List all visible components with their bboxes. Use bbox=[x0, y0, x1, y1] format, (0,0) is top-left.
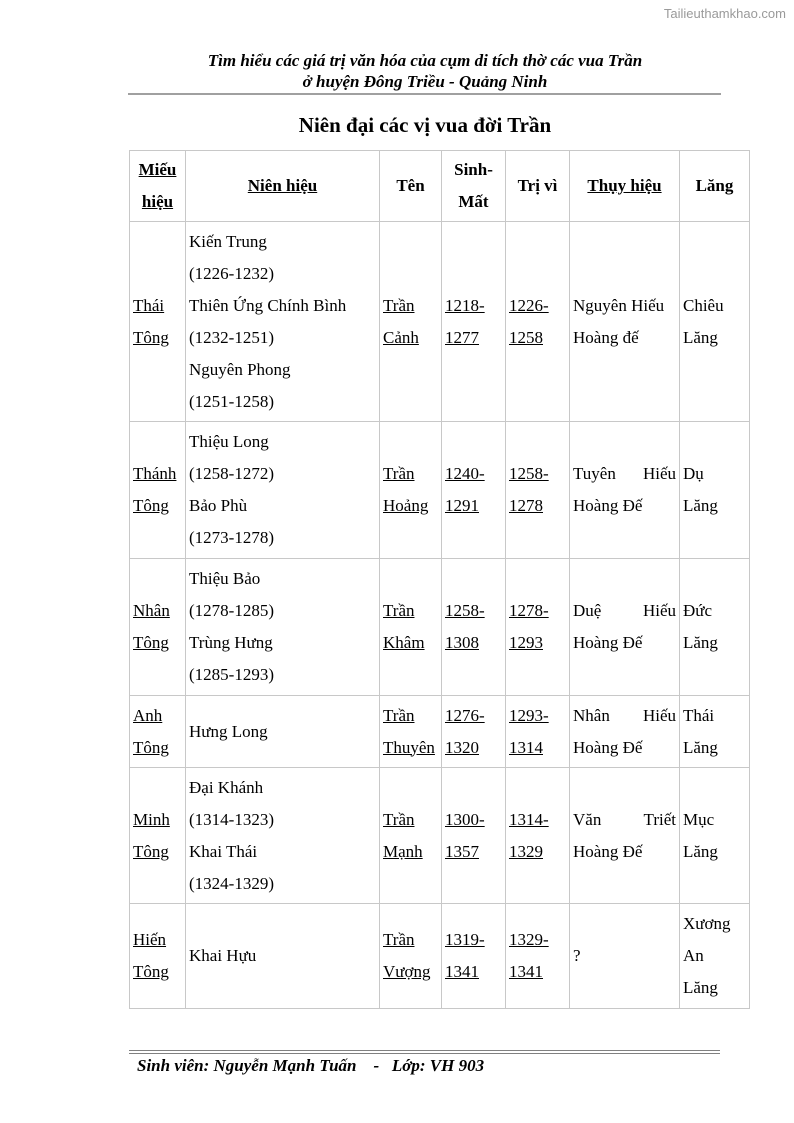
cell-link[interactable] bbox=[133, 595, 182, 627]
cell-link[interactable] bbox=[509, 458, 566, 490]
cell-text: Hoàng đế bbox=[573, 327, 639, 347]
header-lang bbox=[680, 151, 750, 222]
cell-link[interactable] bbox=[445, 700, 502, 732]
header-text: Niên hiệu bbox=[247, 176, 318, 195]
cell-thuy bbox=[570, 904, 680, 1009]
cell-link[interactable] bbox=[509, 804, 566, 836]
header-nien-hieu bbox=[186, 151, 380, 222]
link-text[interactable]: Tông bbox=[133, 962, 169, 981]
header-thuy-hieu bbox=[570, 151, 680, 222]
cell-link[interactable] bbox=[133, 490, 182, 522]
cell-nien bbox=[186, 222, 380, 422]
cell-link[interactable] bbox=[383, 322, 438, 354]
cell-link[interactable] bbox=[133, 627, 182, 659]
cell-text: (1285-1293) bbox=[189, 665, 274, 684]
cell-mieu bbox=[130, 696, 186, 768]
cell-text: Hưng Long bbox=[189, 721, 268, 741]
link-text[interactable]: Khâm bbox=[383, 633, 425, 652]
header-text: Mất bbox=[458, 192, 489, 211]
header-text: Trị vì bbox=[517, 176, 558, 195]
cell-text: Hoàng Đế bbox=[573, 496, 643, 515]
cell-text: Lăng bbox=[683, 841, 718, 861]
cell-sinh bbox=[442, 559, 506, 696]
link-text[interactable]: 1276- bbox=[445, 705, 485, 725]
cell-link[interactable] bbox=[509, 700, 566, 732]
link-text[interactable]: 1293- bbox=[509, 705, 549, 725]
cell-link[interactable] bbox=[509, 956, 566, 988]
cell-sinh bbox=[442, 222, 506, 422]
cell-link[interactable] bbox=[509, 290, 566, 322]
cell-text: ? bbox=[573, 946, 581, 965]
cell-nien bbox=[186, 768, 380, 904]
link-text[interactable]: 1357 bbox=[445, 841, 479, 861]
link-text[interactable]: Tông bbox=[133, 841, 169, 861]
cell-text: Hoàng Đế bbox=[573, 633, 643, 652]
cell-text: Tuyên Hiếu bbox=[573, 464, 676, 483]
link-text[interactable]: Thái bbox=[133, 295, 165, 315]
cell-nien bbox=[186, 422, 380, 559]
cell-text: Bảo Phù bbox=[189, 496, 248, 515]
cell-text: Văn Triết bbox=[573, 809, 676, 829]
cell-link[interactable] bbox=[509, 924, 566, 956]
link-text[interactable]: 1300- bbox=[445, 809, 485, 829]
cell-thuy bbox=[570, 559, 680, 696]
link-text[interactable]: 1329 bbox=[509, 841, 543, 861]
cell-ten bbox=[380, 696, 442, 768]
link-text[interactable]: Hoảng bbox=[383, 496, 429, 515]
cell-link[interactable] bbox=[445, 627, 502, 659]
cell-mieu bbox=[130, 904, 186, 1009]
cell-text: (1258-1272) bbox=[189, 464, 274, 483]
cell-link[interactable] bbox=[445, 956, 502, 988]
link-text[interactable]: 1293 bbox=[509, 633, 543, 652]
cell-text: Lăng bbox=[683, 978, 718, 997]
cell-link[interactable] bbox=[445, 595, 502, 627]
cell-text: (1314-1323) bbox=[189, 809, 274, 829]
link-text[interactable]: Anh bbox=[133, 705, 163, 725]
cell-text: Nhân Hiếu bbox=[573, 705, 676, 725]
cell-text: (1226-1232) bbox=[189, 263, 274, 283]
link-text[interactable]: Trần bbox=[383, 809, 415, 829]
cell-lang bbox=[680, 422, 750, 559]
cell-link[interactable] bbox=[383, 458, 438, 490]
cell-link[interactable] bbox=[509, 732, 566, 764]
cell-link[interactable] bbox=[509, 836, 566, 868]
cell-link[interactable] bbox=[133, 732, 182, 764]
link-text[interactable]: 1329- bbox=[509, 930, 549, 949]
cell-text: Nguyên Hiếu bbox=[573, 295, 665, 315]
cell-link[interactable] bbox=[133, 956, 182, 988]
cell-tri bbox=[506, 222, 570, 422]
cell-link[interactable] bbox=[445, 458, 502, 490]
cell-thuy bbox=[570, 696, 680, 768]
cell-text: An bbox=[683, 946, 704, 965]
cell-lang bbox=[680, 222, 750, 422]
cell-text: Duệ Hiếu bbox=[573, 601, 676, 620]
cell-link[interactable] bbox=[133, 836, 182, 868]
cell-link[interactable] bbox=[383, 627, 438, 659]
header-text: Sinh- bbox=[454, 160, 493, 179]
cell-link[interactable] bbox=[133, 458, 182, 490]
cell-link[interactable] bbox=[445, 836, 502, 868]
cell-link[interactable] bbox=[383, 595, 438, 627]
cell-text: Chiêu bbox=[683, 295, 724, 315]
link-text[interactable]: 1278- bbox=[509, 601, 549, 620]
link-text[interactable]: 1258- bbox=[445, 601, 485, 620]
cell-mieu bbox=[130, 559, 186, 696]
cell-text: (1273-1278) bbox=[189, 528, 274, 547]
cell-text: Thiệu Long bbox=[189, 432, 269, 451]
link-text[interactable]: Thánh bbox=[133, 464, 177, 483]
cell-link[interactable] bbox=[445, 804, 502, 836]
cell-text: Hoàng Đế bbox=[573, 841, 643, 861]
cell-link[interactable] bbox=[445, 290, 502, 322]
cell-text: Thiệu Bảo bbox=[189, 569, 261, 588]
cell-tri bbox=[506, 422, 570, 559]
link-text[interactable]: 1341 bbox=[509, 962, 543, 981]
cell-mieu bbox=[130, 222, 186, 422]
cell-text: Khai Hựu bbox=[189, 946, 257, 965]
cell-thuy bbox=[570, 222, 680, 422]
cell-text: Hoàng Đế bbox=[573, 737, 643, 757]
running-header bbox=[130, 50, 720, 92]
link-text[interactable]: 1314- bbox=[509, 809, 549, 829]
cell-ten bbox=[380, 904, 442, 1009]
link-text[interactable]: Cảnh bbox=[383, 327, 419, 347]
cell-link[interactable] bbox=[445, 490, 502, 522]
cell-nien bbox=[186, 904, 380, 1009]
cell-thuy bbox=[570, 768, 680, 904]
cell-sinh bbox=[442, 904, 506, 1009]
link-text[interactable]: Nhân bbox=[133, 601, 170, 620]
cell-ten bbox=[380, 222, 442, 422]
link-text[interactable]: 1314 bbox=[509, 737, 543, 757]
cell-ten bbox=[380, 559, 442, 696]
table-header-row bbox=[130, 151, 750, 222]
cell-text: (1278-1285) bbox=[189, 601, 274, 620]
cell-link[interactable] bbox=[445, 322, 502, 354]
cell-text: Đại Khánh bbox=[189, 777, 264, 797]
footer-text: Sinh viên: Nguyễn Mạnh Tuấn - Lớp: VH 903 bbox=[137, 1056, 485, 1075]
link-text[interactable]: Trần bbox=[383, 295, 415, 315]
cell-sinh bbox=[442, 422, 506, 559]
table-row bbox=[130, 696, 750, 768]
link-text[interactable]: Trần bbox=[383, 464, 415, 483]
link-text[interactable]: Trần bbox=[383, 705, 415, 725]
cell-link[interactable] bbox=[133, 322, 182, 354]
cell-text: Kiến Trung bbox=[189, 231, 267, 251]
cell-ten bbox=[380, 768, 442, 904]
cell-lang bbox=[680, 768, 750, 904]
cell-link[interactable] bbox=[383, 732, 438, 764]
cell-text: Đức bbox=[683, 601, 713, 620]
cell-text: Lăng bbox=[683, 633, 718, 652]
cell-tri bbox=[506, 559, 570, 696]
cell-text: Xương bbox=[683, 914, 731, 933]
header-line-1: Tìm hiểu các giá trị văn hóa của cụm di tích thờ các vua Trần bbox=[207, 51, 643, 70]
cell-text: Lăng bbox=[683, 327, 718, 347]
page-title: Niên đại các vị vua đời Trần bbox=[298, 113, 552, 137]
cell-link[interactable] bbox=[133, 700, 182, 732]
link-text[interactable]: 1308 bbox=[445, 633, 479, 652]
cell-lang bbox=[680, 559, 750, 696]
header-rule bbox=[128, 93, 721, 95]
cell-nien bbox=[186, 559, 380, 696]
cell-link[interactable] bbox=[133, 924, 182, 956]
cell-link[interactable] bbox=[133, 290, 182, 322]
cell-link[interactable] bbox=[509, 595, 566, 627]
link-text[interactable]: Tông bbox=[133, 633, 169, 652]
link-text[interactable]: Tông bbox=[133, 496, 169, 515]
cell-text: Lăng bbox=[683, 496, 718, 515]
watermark: Tailieuthamkhao.com bbox=[663, 6, 786, 21]
cell-link[interactable] bbox=[383, 290, 438, 322]
link-text[interactable]: Tông bbox=[133, 737, 169, 757]
cell-text: (1324-1329) bbox=[189, 873, 274, 893]
header-mieu-hieu bbox=[130, 151, 186, 222]
link-text[interactable]: Thuyên bbox=[383, 737, 435, 757]
link-text[interactable]: Trần bbox=[383, 601, 415, 620]
cell-text: (1251-1258) bbox=[189, 391, 274, 411]
link-text[interactable]: Mạnh bbox=[383, 841, 423, 861]
cell-text: Thái bbox=[683, 705, 715, 725]
cell-text: Thiên Ứng Chính Bình bbox=[189, 295, 347, 315]
cell-lang bbox=[680, 904, 750, 1009]
cell-link[interactable] bbox=[133, 804, 182, 836]
cell-link[interactable] bbox=[383, 490, 438, 522]
link-text[interactable]: 1320 bbox=[445, 737, 479, 757]
link-text[interactable]: 1218- bbox=[445, 295, 485, 315]
cell-link[interactable] bbox=[383, 956, 438, 988]
table-row bbox=[130, 768, 750, 904]
table-row bbox=[130, 222, 750, 422]
cell-sinh bbox=[442, 696, 506, 768]
cell-text: Dụ bbox=[683, 464, 704, 483]
link-text[interactable]: 1258 bbox=[509, 327, 543, 347]
table-row bbox=[130, 559, 750, 696]
cell-tri bbox=[506, 696, 570, 768]
cell-link[interactable] bbox=[509, 490, 566, 522]
cell-mieu bbox=[130, 422, 186, 559]
link-text[interactable]: 1319- bbox=[445, 930, 485, 949]
cell-link[interactable] bbox=[509, 627, 566, 659]
link-text[interactable]: Vượng bbox=[383, 962, 431, 981]
cell-link[interactable] bbox=[383, 924, 438, 956]
cell-link[interactable] bbox=[383, 804, 438, 836]
cell-nien bbox=[186, 696, 380, 768]
cell-ten bbox=[380, 422, 442, 559]
cell-link[interactable] bbox=[383, 836, 438, 868]
table-row bbox=[130, 904, 750, 1009]
link-text[interactable]: Tông bbox=[133, 327, 169, 347]
cell-link[interactable] bbox=[383, 700, 438, 732]
cell-sinh bbox=[442, 768, 506, 904]
footer-rule bbox=[129, 1050, 720, 1054]
link-text[interactable]: Trần bbox=[383, 930, 415, 949]
header-ten bbox=[380, 151, 442, 222]
tran-kings-table bbox=[129, 150, 750, 1009]
cell-text: Khai Thái bbox=[189, 841, 258, 861]
link-text[interactable]: 1226- bbox=[509, 295, 549, 315]
link-text[interactable]: 1291 bbox=[445, 496, 479, 515]
cell-tri bbox=[506, 904, 570, 1009]
header-text: Thụy hiệu bbox=[587, 176, 662, 195]
cell-thuy bbox=[570, 422, 680, 559]
link-text[interactable]: 1278 bbox=[509, 496, 543, 515]
cell-lang bbox=[680, 696, 750, 768]
cell-link[interactable] bbox=[445, 924, 502, 956]
header-line-2: ở huyện Đông Triều - Quảng Ninh bbox=[302, 72, 548, 91]
cell-text: (1232-1251) bbox=[189, 327, 274, 347]
cell-mieu bbox=[130, 768, 186, 904]
cell-link[interactable] bbox=[445, 732, 502, 764]
cell-text: Nguyên Phong bbox=[189, 359, 291, 379]
link-text[interactable]: 1240- bbox=[445, 464, 485, 483]
cell-text: Lăng bbox=[683, 737, 718, 757]
cell-link[interactable] bbox=[509, 322, 566, 354]
header-text: hiệu bbox=[141, 192, 174, 211]
link-text[interactable]: 1258- bbox=[509, 464, 549, 483]
link-text[interactable]: 1341 bbox=[445, 962, 479, 981]
header-text: Tên bbox=[396, 176, 425, 195]
cell-tri bbox=[506, 768, 570, 904]
link-text[interactable]: Hiến bbox=[133, 930, 167, 949]
table-row bbox=[130, 422, 750, 559]
link-text[interactable]: 1277 bbox=[445, 327, 479, 347]
link-text[interactable]: Minh bbox=[133, 809, 170, 829]
cell-text: Mục bbox=[683, 809, 715, 829]
cell-text: Trùng Hưng bbox=[189, 633, 273, 652]
header-text: Lăng bbox=[695, 176, 734, 195]
header-text: Miếu bbox=[138, 160, 177, 179]
header-sinh-mat bbox=[442, 151, 506, 222]
header-tri-vi bbox=[506, 151, 570, 222]
